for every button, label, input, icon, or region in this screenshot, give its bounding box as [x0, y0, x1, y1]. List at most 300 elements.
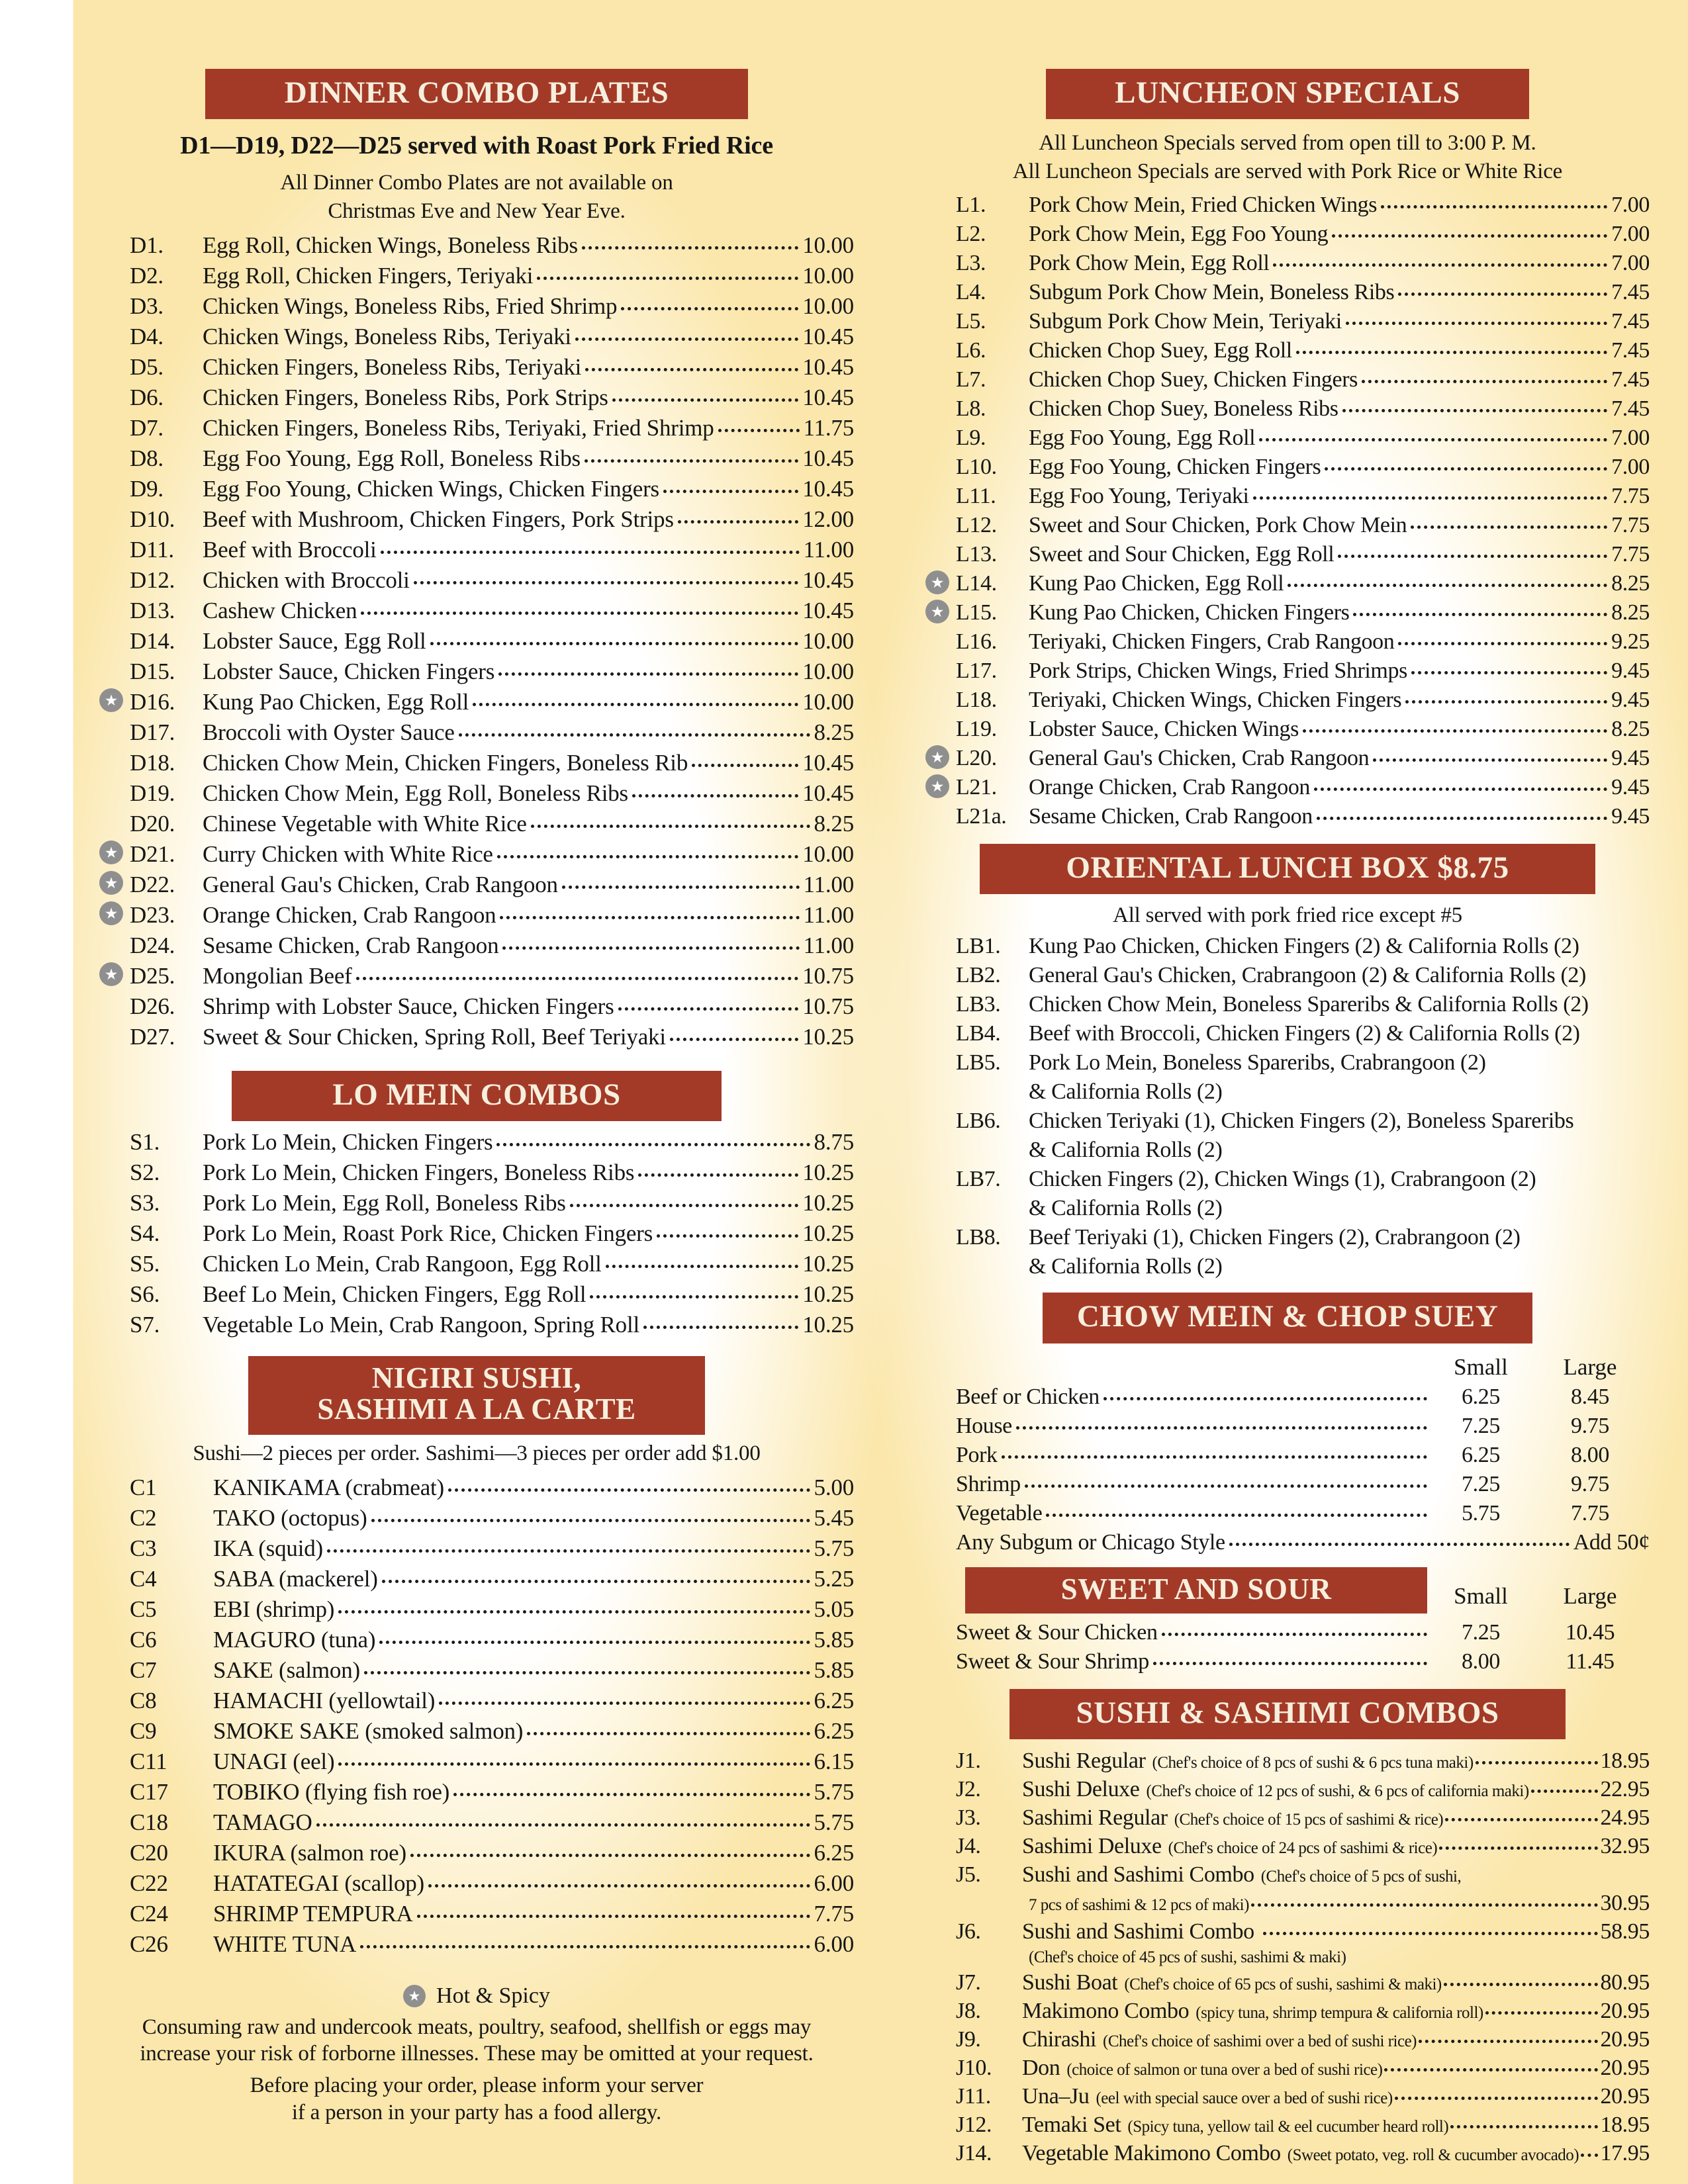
item-number: J1.	[956, 1749, 981, 1774]
menu-item-row	[99, 1191, 854, 1214]
item-name: IKURA (salmon roe)	[213, 1839, 406, 1866]
spicy-slot	[925, 1919, 949, 1942]
spicy-slot	[99, 1778, 123, 1802]
item-number: D12.	[130, 567, 175, 593]
item-number: D15.	[130, 658, 175, 684]
menu-item-row	[925, 1972, 1650, 1994]
item-price: 9.45	[1611, 658, 1650, 683]
item-number: LB5.	[956, 1050, 1001, 1075]
spicy-slot	[99, 567, 123, 590]
menu-item-row	[99, 569, 854, 592]
item-price: 20.95	[1600, 2056, 1650, 2081]
item-price: 10.25	[802, 1251, 854, 1277]
item-price: 20.95	[1600, 2027, 1650, 2052]
item-name: Chicken Fingers, Boneless Ribs, Teriyaki	[203, 353, 582, 380]
item-price: 6.00	[814, 1870, 854, 1896]
item-price: 10.00	[802, 627, 854, 654]
item-name: Beef with Broccoli	[203, 536, 377, 563]
item-price: 5.85	[814, 1657, 854, 1683]
item-name: Kung Pao Chicken, Egg Roll	[1029, 570, 1284, 596]
dotted-leader	[448, 1488, 810, 1492]
item-description: (Chef's choice of 15 pcs of sashimi & rice)	[1174, 1811, 1444, 1829]
dotted-leader	[361, 612, 798, 615]
item-number: C2	[130, 1504, 157, 1531]
item-number: J4.	[956, 1834, 981, 1859]
item-price: 10.00	[802, 232, 854, 258]
dotted-leader	[575, 338, 798, 341]
dotted-leader	[1314, 788, 1607, 791]
spicy-slot	[925, 2083, 949, 2107]
chow-mein-items-list	[925, 1386, 1650, 1554]
spicy-slot	[925, 1224, 949, 1248]
menu-item-row	[925, 1255, 1650, 1278]
spicy-slot	[925, 1970, 949, 1993]
spicy-icon: ★	[925, 774, 949, 798]
item-price: 18.95	[1600, 2113, 1650, 2138]
item-name: Pork Lo Mein, Roast Pork Rice, Chicken Fingers	[203, 1220, 653, 1247]
spicy-icon: ★	[99, 901, 123, 925]
spicy-slot	[99, 1717, 123, 1741]
menu-item-row	[99, 1161, 854, 1184]
dotted-leader	[632, 794, 798, 797]
item-name: Beef Lo Mein, Chicken Fingers, Egg Roll	[203, 1281, 586, 1308]
menu-item-row	[925, 398, 1650, 420]
item-description: 7 pcs of sashimi & 12 pcs of maki)	[1029, 1896, 1249, 1915]
item-name: TAMAGO	[213, 1809, 312, 1835]
dotted-leader	[1485, 2011, 1599, 2015]
item-price: 10.00	[802, 658, 854, 684]
item-number: L16.	[956, 629, 997, 654]
dotted-leader	[338, 1762, 810, 1766]
item-name: Chicken Wings, Boneless Ribs, Teriyaki	[203, 323, 571, 349]
item-description: (Chef's choice of 65 pcs of sushi, sashimi & maki)	[1124, 1976, 1442, 1994]
spicy-slot	[925, 1998, 949, 2022]
item-number: C3	[130, 1535, 157, 1561]
menu-item-row	[925, 252, 1650, 275]
item-number: C26	[130, 1931, 168, 1957]
item-number: C11	[130, 1748, 167, 1774]
menu-item-row	[99, 903, 854, 927]
item-number: LB8.	[956, 1225, 1001, 1250]
item-price: 7.00	[1611, 192, 1650, 217]
section-header-lunch-box: ORIENTAL LUNCH BOX $8.75	[980, 844, 1595, 894]
menu-item-row	[99, 264, 854, 287]
spicy-slot	[99, 1220, 123, 1244]
dotted-leader	[606, 1265, 799, 1268]
item-number: L2.	[956, 221, 986, 246]
menu-item-row	[925, 1139, 1650, 1161]
dotted-leader	[1162, 1633, 1427, 1636]
spicy-slot	[99, 1504, 123, 1528]
spicy-slot	[925, 512, 949, 536]
menu-item-row	[925, 2057, 1650, 2079]
item-number: D9.	[130, 475, 164, 502]
item-price: 58.95	[1600, 1919, 1650, 1944]
spicy-slot	[99, 780, 123, 803]
item-number: C4	[130, 1565, 157, 1592]
item-number: D4.	[130, 323, 164, 349]
menu-item-row	[925, 805, 1650, 828]
item-name: SAKE (salmon)	[213, 1657, 360, 1683]
item-name: Sashimi Deluxe	[1022, 1834, 1162, 1859]
item-number: J2.	[956, 1777, 981, 1802]
spicy-slot	[925, 803, 949, 827]
item-name: Teriyaki, Chicken Wings, Chicken Fingers	[1029, 687, 1402, 712]
dotted-leader	[1346, 322, 1607, 325]
item-number: LB2.	[956, 963, 1001, 988]
menu-item-row	[99, 1567, 854, 1590]
item-price: 10.45	[802, 475, 854, 502]
menu-item-row	[99, 508, 854, 531]
item-name: Chicken Chop Suey, Boneless Ribs	[1029, 396, 1338, 421]
item-price-small: 5.75	[1462, 1500, 1500, 1525]
spicy-slot	[99, 414, 123, 438]
menu-item-row	[99, 1025, 854, 1048]
item-price: 11.00	[803, 901, 854, 928]
menu-item-row	[99, 1283, 854, 1306]
item-price: 20.95	[1600, 1999, 1650, 2024]
item-name: Kung Pao Chicken, Egg Roll	[203, 688, 469, 715]
item-number: J3.	[956, 1805, 981, 1831]
item-number: D8.	[130, 445, 164, 471]
item-name: Beef with Broccoli, Chicken Fingers (2) & California Rolls (2)	[1029, 1021, 1580, 1046]
menu-item-row	[99, 721, 854, 744]
item-number: L5.	[956, 308, 986, 334]
item-name: Pork Lo Mein, Egg Roll, Boneless Ribs	[203, 1190, 566, 1216]
spicy-slot	[925, 687, 949, 711]
item-price: 10.25	[802, 1312, 854, 1338]
item-price: 18.95	[1600, 1749, 1650, 1774]
menu-item-row	[925, 2085, 1650, 2108]
large-column-header: Large	[1563, 1583, 1617, 1610]
dotted-leader	[1002, 1455, 1427, 1459]
item-number: L11.	[956, 483, 996, 508]
spicy-slot	[925, 1862, 949, 1886]
item-number: D14.	[130, 627, 175, 654]
item-name: Sesame Chicken, Crab Rangoon	[1029, 803, 1313, 829]
item-name: Lobster Sauce, Chicken Fingers	[203, 658, 495, 684]
dotted-leader	[1025, 1484, 1427, 1488]
item-number: C6	[130, 1626, 157, 1653]
menu-item-row	[99, 751, 854, 774]
small-column-header: Small	[1454, 1583, 1508, 1610]
menu-item-row	[99, 1902, 854, 1925]
dinner-note-line: All Dinner Combo Plates are not available on	[280, 171, 673, 195]
menu-item-row	[99, 842, 854, 866]
menu-item-row	[925, 1444, 1650, 1467]
item-name: Don	[1022, 2056, 1060, 2081]
menu-item-row	[925, 1651, 1650, 1673]
item-number: L6.	[956, 338, 986, 363]
dotted-leader	[1581, 2154, 1598, 2157]
spicy-slot	[99, 1626, 123, 1650]
spicy-legend	[99, 1983, 854, 2009]
item-number: C8	[130, 1687, 157, 1713]
menu-item-row	[925, 1052, 1650, 1074]
spicy-slot	[925, 221, 949, 245]
dotted-leader	[1395, 2097, 1599, 2100]
item-number: C5	[130, 1596, 157, 1622]
item-price: 10.00	[802, 262, 854, 289]
menu-item-row	[925, 2142, 1650, 2165]
sweet-sour-header-row	[925, 1567, 1650, 1614]
spicy-slot	[99, 323, 123, 347]
dotted-leader	[382, 1580, 810, 1583]
item-name: TAKO (octopus)	[213, 1504, 367, 1531]
item-name: Egg Foo Young, Chicken Fingers	[1029, 454, 1321, 479]
item-number: LB4.	[956, 1021, 1001, 1046]
dotted-leader	[1476, 1761, 1599, 1764]
spicy-slot	[925, 1805, 949, 1829]
spicy-slot	[99, 1128, 123, 1152]
spicy-slot	[925, 1108, 949, 1132]
dotted-leader	[364, 1671, 810, 1674]
item-price: 10.25	[802, 1190, 854, 1216]
item-price: 9.45	[1611, 687, 1650, 712]
item-number: C20	[130, 1839, 168, 1866]
spicy-slot	[99, 1687, 123, 1711]
dotted-leader	[498, 672, 798, 676]
item-price: 9.45	[1611, 774, 1650, 799]
item-price: 7.45	[1611, 367, 1650, 392]
menu-item-row	[925, 689, 1650, 711]
spicy-icon: ★	[99, 688, 123, 712]
item-price-large: 9.75	[1571, 1471, 1609, 1496]
menu-item-row	[99, 782, 854, 805]
item-name: Egg Foo Young, Teriyaki	[1029, 483, 1249, 508]
item-name: Chicken Chow Mein, Chicken Fingers, Boneless Rib	[203, 749, 688, 776]
dotted-leader	[643, 1326, 798, 1329]
spicy-slot	[99, 1159, 123, 1183]
dotted-leader	[1016, 1426, 1427, 1430]
item-description: (Chef's choice of 8 pcs of sushi & 6 pcs tuna maki)	[1152, 1754, 1474, 1772]
item-name: SHRIMP TEMPURA	[213, 1900, 413, 1927]
item-name: Sesame Chicken, Crab Rangoon	[203, 932, 499, 958]
item-number: S3.	[130, 1190, 160, 1216]
menu-item-continuation-row	[925, 1949, 1650, 1966]
item-name: Egg Foo Young, Egg Roll	[1029, 425, 1256, 450]
menu-item-row	[99, 629, 854, 653]
item-name: Beef with Mushroom, Chicken Fingers, Pork Strips	[203, 506, 674, 532]
menu-item-row	[99, 873, 854, 896]
item-price: 6.00	[814, 1931, 854, 1957]
sushi-combo-items-list	[925, 1750, 1650, 2165]
item-price-small: 7.25	[1462, 1413, 1500, 1438]
item-description: (eel with special sauce over a bed of sushi rice)	[1096, 2089, 1393, 2108]
menu-item-row	[99, 995, 854, 1018]
item-price: 10.45	[802, 567, 854, 593]
item-price: 7.75	[1611, 512, 1650, 537]
item-name: Shrimp with Lobster Sauce, Chicken Fingers	[203, 993, 614, 1019]
item-name: Sushi Regular	[1022, 1749, 1146, 1774]
item-name: SMOKE SAKE (smoked salmon)	[213, 1717, 524, 1744]
item-number: LB1.	[956, 934, 1001, 959]
item-price: 17.95	[1600, 2141, 1650, 2166]
menu-item-row	[925, 1864, 1650, 1886]
left-column	[99, 0, 854, 2126]
size-column-headers	[925, 1354, 1650, 1381]
item-price: 8.75	[814, 1129, 854, 1156]
item-price: 7.75	[1611, 483, 1650, 508]
item-name: Vegetable Lo Mein, Crab Rangoon, Spring Roll	[203, 1312, 639, 1338]
item-price: 10.45	[802, 384, 854, 410]
menu-item-row	[925, 514, 1650, 537]
item-price: 7.00	[1611, 221, 1650, 246]
spicy-slot	[925, 1833, 949, 1857]
menu-item-row	[925, 1226, 1650, 1249]
item-name: General Gau's Chicken, Crab Rangoon	[203, 871, 558, 897]
item-number: D6.	[130, 384, 164, 410]
item-price: 5.05	[814, 1596, 854, 1622]
item-number: L20.	[956, 745, 997, 770]
item-price: 7.45	[1611, 338, 1650, 363]
item-price-large: 9.75	[1571, 1413, 1609, 1438]
section-header-nigiri	[248, 1356, 705, 1435]
menu-item-row	[99, 1872, 854, 1895]
item-name: Sweet & Sour Chicken, Spring Roll, Beef Teriyaki	[203, 1023, 666, 1050]
menu-item-row	[925, 1778, 1650, 1801]
menu-item-row	[925, 1921, 1650, 1943]
item-number: J12.	[956, 2113, 992, 2138]
menu-item-row	[99, 934, 854, 957]
item-name: Curry Chicken with White Rice	[203, 841, 493, 867]
item-name: Chicken Chop Suey, Chicken Fingers	[1029, 367, 1358, 392]
spicy-slot	[925, 279, 949, 303]
item-name: Chicken Fingers, Boneless Ribs, Teriyaki, Fried Shrimp	[203, 414, 714, 441]
menu-item-row	[925, 747, 1650, 770]
item-number: D21.	[130, 841, 175, 867]
spicy-icon: ★	[99, 841, 123, 864]
item-number: J11.	[956, 2084, 991, 2109]
item-name: & California Rolls (2)	[1029, 1138, 1223, 1163]
spicy-slot	[99, 1311, 123, 1335]
dotted-leader	[1263, 1932, 1599, 1935]
dotted-leader	[327, 1549, 810, 1553]
item-number: D7.	[130, 414, 164, 441]
dotted-leader	[1411, 525, 1607, 529]
item-number: L17.	[956, 658, 997, 683]
item-price: 30.95	[1600, 1891, 1650, 1916]
dotted-leader	[430, 642, 799, 645]
spicy-slot	[925, 991, 949, 1015]
lunch-box-subtitle: All served with pork fried rice except #5	[1113, 903, 1462, 928]
item-name: Cashew Chicken	[203, 597, 357, 623]
item-description: (Spicy tuna, yellow tail & eel cucumber heard roll)	[1127, 2118, 1449, 2136]
spicy-slot	[925, 250, 949, 274]
item-number: D26.	[130, 993, 175, 1019]
item-name: Orange Chicken, Crab Rangoon	[203, 901, 496, 928]
spicy-slot	[925, 933, 949, 957]
sweet-sour-items-list	[925, 1621, 1650, 1673]
dotted-leader	[338, 1610, 810, 1614]
spicy-slot	[99, 1535, 123, 1559]
menu-item-row	[99, 660, 854, 683]
dotted-leader	[1445, 1818, 1598, 1821]
spicy-slot	[925, 1776, 949, 1800]
item-description: (spicy tuna, shrimp tempura & california roll)	[1196, 2004, 1483, 2023]
menu-item-row	[925, 993, 1650, 1016]
item-name: HATATEGAI (scallop)	[213, 1870, 425, 1896]
item-price: 9.45	[1611, 803, 1650, 829]
item-price: 5.75	[814, 1535, 854, 1561]
spicy-slot	[99, 384, 123, 408]
item-number: L3.	[956, 250, 986, 275]
menu-item-row	[99, 477, 854, 500]
item-price: 10.25	[802, 1281, 854, 1308]
spicy-slot	[925, 367, 949, 390]
item-number: D1.	[130, 232, 164, 258]
item-price: 10.25	[802, 1023, 854, 1050]
nigiri-subtitle: Sushi—2 pieces per order. Sashimi—3 pieces per order add $1.00	[193, 1441, 761, 1465]
item-number: D27.	[130, 1023, 175, 1050]
item-name: UNAGI (eel)	[213, 1748, 335, 1774]
spicy-slot	[99, 1474, 123, 1498]
item-number: S2.	[130, 1160, 160, 1186]
spicy-icon: ★	[925, 570, 949, 594]
dotted-leader	[1439, 1846, 1598, 1850]
spicy-slot	[99, 1189, 123, 1213]
item-name: Vegetable Makimono Combo	[1022, 2141, 1281, 2166]
item-number: J10.	[956, 2056, 992, 2081]
item-number: S5.	[130, 1251, 160, 1277]
item-price: 22.95	[1600, 1777, 1650, 1802]
dotted-leader	[1251, 1903, 1599, 1907]
item-number: C24	[130, 1900, 168, 1927]
spicy-slot	[925, 1166, 949, 1190]
item-price-large: 8.00	[1571, 1442, 1609, 1467]
menu-item-row	[99, 1933, 854, 1956]
item-name: Shrimp	[956, 1471, 1021, 1496]
item-price: 7.75	[814, 1900, 854, 1927]
nigiri-items-list	[99, 1476, 854, 1956]
item-price-small: 7.25	[1462, 1620, 1500, 1645]
right-column	[925, 0, 1650, 2171]
item-number: L13.	[956, 541, 997, 567]
item-name: Temaki Set	[1022, 2113, 1121, 2138]
item-price: 11.75	[803, 414, 854, 441]
menu-item-row	[99, 416, 854, 439]
dotted-leader	[453, 1793, 810, 1796]
dotted-leader	[582, 246, 798, 250]
item-name: Chicken with Broccoli	[203, 567, 410, 593]
spicy-slot	[925, 396, 949, 420]
dinner-note-line: Christmas Eve and New Year Eve.	[328, 199, 626, 223]
item-number: S4.	[130, 1220, 160, 1247]
item-name: Pork Lo Mein, Chicken Fingers, Boneless Ribs	[203, 1160, 635, 1186]
item-number: J7.	[956, 1970, 981, 1995]
luncheon-subtitle-line: All Luncheon Specials are served with Pork Rice or White Rice	[1012, 159, 1563, 183]
item-name: Pork Chow Mein, Egg Roll	[1029, 250, 1270, 275]
item-price: 6.25	[814, 1839, 854, 1866]
dotted-leader	[1273, 263, 1607, 267]
dotted-leader	[590, 1295, 798, 1298]
menu-item-row	[925, 223, 1650, 246]
item-name: IKA (squid)	[213, 1535, 323, 1561]
section-header-chow-mein: CHOW MEIN & CHOP SUEY	[1043, 1293, 1532, 1343]
item-number: L12.	[956, 512, 997, 537]
item-price: 10.00	[802, 688, 854, 715]
spicy-slot	[925, 541, 949, 565]
menu-item-row	[925, 543, 1650, 566]
menu-item-row	[925, 1750, 1650, 1772]
dotted-leader	[1253, 496, 1608, 500]
menu-item-row	[925, 427, 1650, 449]
item-price: 11.00	[803, 871, 854, 897]
section-header-sushi-combos: SUSHI & SASHIMI COMBOS	[1009, 1689, 1566, 1739]
item-name: SABA (mackerel)	[213, 1565, 378, 1592]
item-number: D3.	[130, 293, 164, 319]
item-number: D16.	[130, 688, 175, 715]
